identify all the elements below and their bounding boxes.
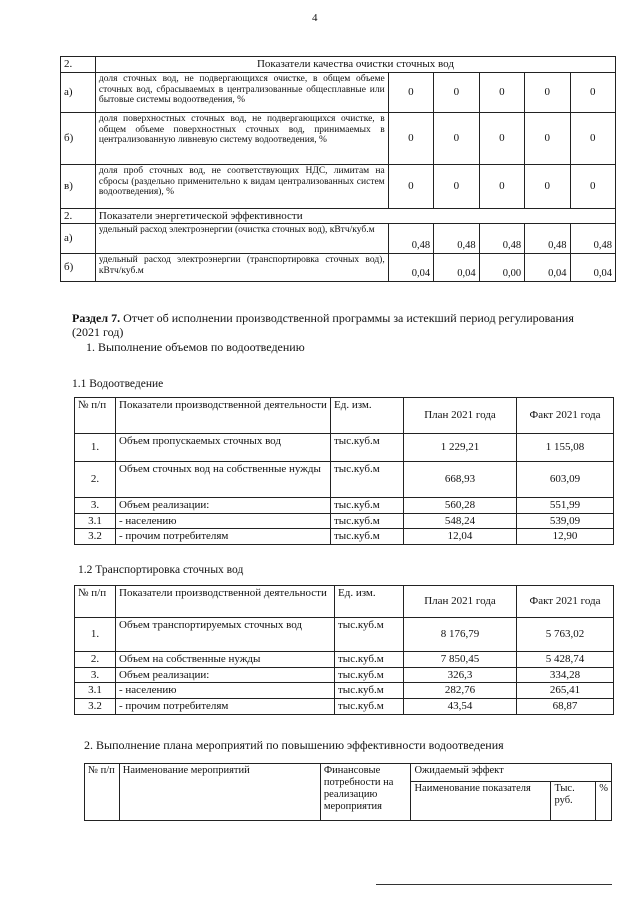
table-row: 3.2 - прочим потребителям тыс.куб.м 43,54 68,87 [75, 698, 614, 714]
table-row: 1. Объем транспортируемых сточных вод тыс.куб.м 8 176,79 5 763,02 [75, 618, 614, 652]
table-row: в) доля проб сточных вод, не соответствующих НДС, лимитам на сбросы (раздельно применительно к видам централизованных систем водоотведения), % 0 0 0 0 0 [61, 164, 616, 208]
table-row: 3. Объем реализации: тыс.куб.м 326,3 334,28 [75, 667, 614, 683]
table-row: 2. Объем на собственные нужды тыс.куб.м 7 850,45 5 428,74 [75, 652, 614, 668]
table-caption: 1.1 Водоотведение [72, 378, 164, 390]
table-row: б) удельный расход электроэнергии (транспортировка сточных вод), кВтч/куб.м 0,04 0,04 0,00 0,04 0,04 [61, 254, 616, 282]
transport-table [74, 585, 614, 715]
table-row: 2. Объем сточных вод на собственные нужды тыс.куб.м 668,93 603,09 [75, 462, 614, 498]
table-row: а) доля сточных вод, не подвергающихся очистке, в общем объеме сточных вод, сбрасываемых в централизованные общесплавные или бытовые системы водоотведения, % 0 0 0 0 0 [61, 72, 616, 112]
table-row: а) удельный расход электроэнергии (очистка сточных вод), кВтч/куб.м 0,48 0,48 0,48 0,48 0,48 [61, 224, 616, 254]
footer-divider [376, 884, 612, 885]
wastewater-table [74, 397, 614, 545]
section-title: Показатели качества очистки сточных вод [95, 57, 615, 73]
table-header-row: № п/п Показатели производственной деятельности Ед. изм. План 2021 года Факт 2021 года [75, 586, 614, 618]
table-row: 1. Объем пропускаемых сточных вод тыс.куб.м 1 229,21 1 155,08 [75, 434, 614, 462]
table-header-row: № п/п Показатели производственной деятельности Ед. изм. План 2021 года Факт 2021 года [75, 398, 614, 434]
section-7-heading [72, 311, 592, 354]
section-7-title: Раздел 7. Отчет об исполнении производственной программы за истекший период регулирования (2021 год) [72, 311, 574, 340]
table-row [61, 57, 616, 73]
table-header-row: Наименование показателя Тыс. руб. % [85, 782, 612, 821]
table-row: 2. Показатели энергетической эффективности [61, 208, 616, 224]
table-row: 3. Объем реализации: тыс.куб.м 560,28 551,99 [75, 498, 614, 514]
table-caption: 1.2 Транспортировка сточных вод [78, 564, 244, 576]
table-row: 3.1 - населению тыс.куб.м 282,76 265,41 [75, 683, 614, 699]
table-row: б) доля поверхностных сточных вод, не подвергающихся очистке, в общем объеме поверхностных сточных вод, принимаемых в централизованную ливневую систему водоотведения, % 0 0 0 0 0 [61, 112, 616, 164]
section-2-title: 2. Выполнение плана мероприятий по повышению эффективности водоотведения [84, 738, 504, 752]
table-header-row: № п/п Наименование мероприятий Финансовые потребности на реализацию мероприятия Ожидаемый эффект [85, 764, 612, 782]
indicators-table [60, 56, 616, 282]
page-number: 4 [312, 12, 318, 24]
section-7-item: 1. Выполнение объемов по водоотведению [86, 339, 305, 354]
table-row: 3.2 - прочим потребителям тыс.куб.м 12,04 12,90 [75, 529, 614, 545]
table-row: 3.1 - населению тыс.куб.м 548,24 539,09 [75, 513, 614, 529]
section-title: Показатели энергетической эффективности [95, 208, 615, 224]
section-num: 2. [61, 57, 96, 73]
measures-table [84, 763, 612, 821]
